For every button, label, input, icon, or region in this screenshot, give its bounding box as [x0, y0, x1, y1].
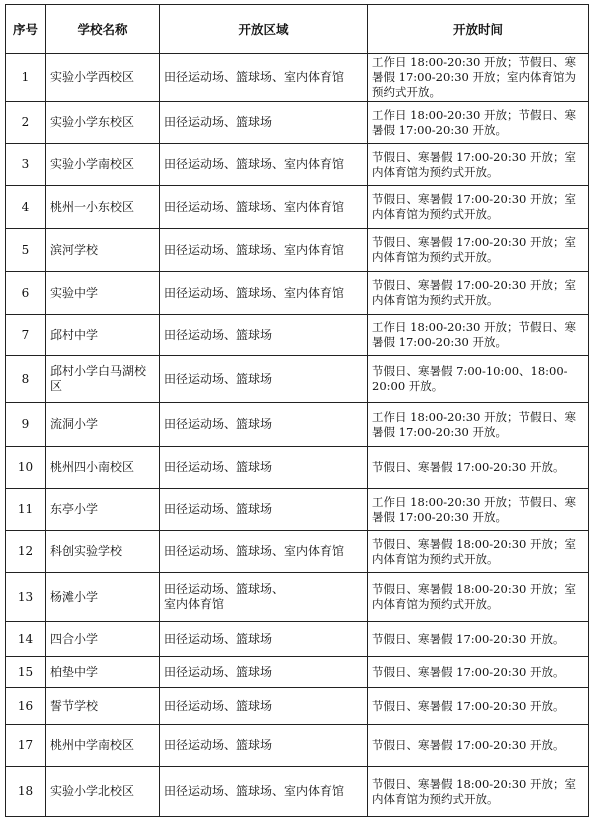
cell-index: 11	[6, 489, 46, 531]
cell-area: 田径运动场、篮球场	[160, 315, 368, 356]
cell-index: 17	[6, 725, 46, 767]
table-row	[6, 403, 589, 447]
cell-school: 实验中学	[46, 272, 160, 315]
cell-area: 田径运动场、篮球场、室内体育馆	[160, 186, 368, 229]
cell-index: 2	[6, 102, 46, 144]
cell-area: 田径运动场、篮球场、室内体育馆	[160, 144, 368, 186]
header-row	[6, 5, 589, 54]
table-body	[6, 54, 589, 817]
cell-area: 田径运动场、篮球场	[160, 688, 368, 725]
cell-area: 田径运动场、篮球场、室内体育馆	[160, 272, 368, 315]
cell-area: 田径运动场、篮球场	[160, 657, 368, 688]
cell-school: 实验小学西校区	[46, 54, 160, 102]
cell-school: 桃州中学南校区	[46, 725, 160, 767]
table-row	[6, 573, 589, 622]
cell-index: 8	[6, 356, 46, 403]
cell-area: 田径运动场、篮球场、室内体育馆	[160, 229, 368, 272]
document-page	[5, 4, 589, 817]
cell-time: 节假日、寒暑假 18:00-20:30 开放；室内体育馆为预约式开放。	[368, 767, 589, 817]
cell-time: 节假日、寒暑假 17:00-20:30 开放。	[368, 657, 589, 688]
table-row	[6, 622, 589, 657]
cell-index: 14	[6, 622, 46, 657]
area-line: 田径运动场、篮球场、室内体育馆	[164, 582, 285, 611]
cell-time: 节假日、寒暑假 18:00-20:30 开放；室内体育馆为预约式开放。	[368, 531, 589, 573]
header-time: 开放时间	[368, 5, 589, 54]
cell-school: 桃州四小南校区	[46, 447, 160, 489]
cell-time: 节假日、寒暑假 17:00-20:30 开放；室内体育馆为预约式开放。	[368, 144, 589, 186]
cell-index: 18	[6, 767, 46, 817]
table-row	[6, 315, 589, 356]
school-opening-table	[5, 4, 589, 817]
cell-area: 田径运动场、篮球场	[160, 725, 368, 767]
cell-school: 誓节学校	[46, 688, 160, 725]
table-row	[6, 54, 589, 102]
cell-time: 节假日、寒暑假 17:00-20:30 开放；室内体育馆为预约式开放。	[368, 186, 589, 229]
cell-area	[160, 573, 368, 622]
cell-school: 实验小学南校区	[46, 144, 160, 186]
cell-area: 田径运动场、篮球场	[160, 403, 368, 447]
cell-school: 流洞小学	[46, 403, 160, 447]
table-row	[6, 356, 589, 403]
cell-area: 田径运动场、篮球场、室内体育馆	[160, 531, 368, 573]
cell-area: 田径运动场、篮球场	[160, 622, 368, 657]
cell-time: 节假日、寒暑假 18:00-20:30 开放；室内体育馆为预约式开放。	[368, 573, 589, 622]
cell-area: 田径运动场、篮球场	[160, 447, 368, 489]
table-row	[6, 102, 589, 144]
cell-school: 实验小学北校区	[46, 767, 160, 817]
cell-time: 节假日、寒暑假 17:00-20:30 开放；室内体育馆为预约式开放。	[368, 272, 589, 315]
cell-index: 12	[6, 531, 46, 573]
table-row	[6, 186, 589, 229]
table-header	[6, 5, 589, 54]
cell-area: 田径运动场、篮球场	[160, 356, 368, 403]
cell-index: 5	[6, 229, 46, 272]
cell-index: 3	[6, 144, 46, 186]
cell-school: 东亭小学	[46, 489, 160, 531]
cell-index: 9	[6, 403, 46, 447]
cell-school: 杨滩小学	[46, 573, 160, 622]
header-index: 序号	[6, 5, 46, 54]
cell-time: 工作日 18:00-20:30 开放；节假日、寒暑假 17:00-20:30 开放。	[368, 489, 589, 531]
table-row	[6, 229, 589, 272]
header-area: 开放区域	[160, 5, 368, 54]
cell-time: 工作日 18:00-20:30 开放；节假日、寒暑假 17:00-20:30 开放；室内体育馆为预约式开放。	[368, 54, 589, 102]
cell-school: 实验小学东校区	[46, 102, 160, 144]
cell-time: 节假日、寒暑假 17:00-20:30 开放。	[368, 622, 589, 657]
table-row	[6, 144, 589, 186]
table-row	[6, 688, 589, 725]
cell-index: 6	[6, 272, 46, 315]
cell-index: 7	[6, 315, 46, 356]
table-row	[6, 725, 589, 767]
cell-area: 田径运动场、篮球场	[160, 102, 368, 144]
cell-area: 田径运动场、篮球场、室内体育馆	[160, 54, 368, 102]
cell-school: 柏垫中学	[46, 657, 160, 688]
cell-school: 邱村中学	[46, 315, 160, 356]
cell-index: 16	[6, 688, 46, 725]
cell-school: 邱村小学白马湖校区	[46, 356, 160, 403]
table-row	[6, 767, 589, 817]
cell-time: 节假日、寒暑假 17:00-20:30 开放。	[368, 688, 589, 725]
cell-school: 四合小学	[46, 622, 160, 657]
cell-index: 13	[6, 573, 46, 622]
cell-time: 节假日、寒暑假 7:00-10:00、18:00-20:00 开放。	[368, 356, 589, 403]
table-row	[6, 657, 589, 688]
table-row	[6, 272, 589, 315]
cell-school: 桃州一小东校区	[46, 186, 160, 229]
cell-index: 10	[6, 447, 46, 489]
cell-area: 田径运动场、篮球场、室内体育馆	[160, 767, 368, 817]
table-row	[6, 531, 589, 573]
header-school: 学校名称	[46, 5, 160, 54]
cell-time: 节假日、寒暑假 17:00-20:30 开放；室内体育馆为预约式开放。	[368, 229, 589, 272]
table-row	[6, 447, 589, 489]
cell-index: 4	[6, 186, 46, 229]
cell-index: 1	[6, 54, 46, 102]
cell-time: 工作日 18:00-20:30 开放；节假日、寒暑假 17:00-20:30 开放。	[368, 403, 589, 447]
cell-time: 工作日 18:00-20:30 开放；节假日、寒暑假 17:00-20:30 开放。	[368, 315, 589, 356]
cell-time: 节假日、寒暑假 17:00-20:30 开放。	[368, 725, 589, 767]
cell-school: 滨河学校	[46, 229, 160, 272]
cell-school: 科创实验学校	[46, 531, 160, 573]
cell-time: 节假日、寒暑假 17:00-20:30 开放。	[368, 447, 589, 489]
table-row	[6, 489, 589, 531]
cell-index: 15	[6, 657, 46, 688]
cell-area: 田径运动场、篮球场	[160, 489, 368, 531]
cell-time: 工作日 18:00-20:30 开放；节假日、寒暑假 17:00-20:30 开放。	[368, 102, 589, 144]
